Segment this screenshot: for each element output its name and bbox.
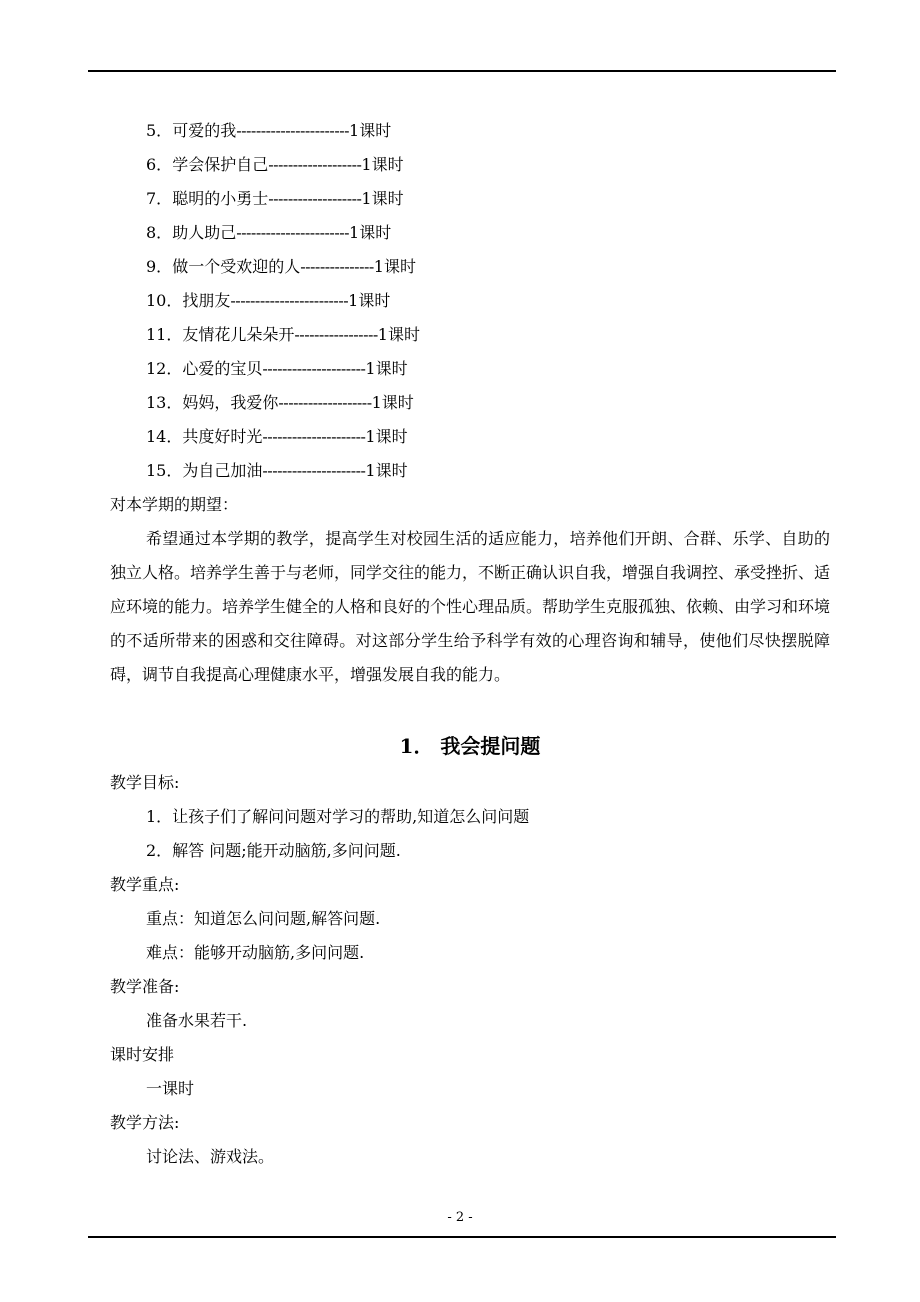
toc-list bbox=[110, 114, 830, 488]
focus-item: 重点：知道怎么问问题,解答问题. bbox=[146, 909, 381, 928]
toc-item: 15．为自己加油---------------------1课时 bbox=[146, 461, 408, 480]
footer-rule bbox=[88, 1236, 836, 1238]
toc-item: 10．找朋友------------------------1课时 bbox=[146, 291, 391, 310]
toc-item: 13．妈妈，我爱你-------------------1课时 bbox=[146, 393, 414, 412]
toc-item: 12．心爱的宝贝---------------------1课时 bbox=[146, 359, 408, 378]
document-page bbox=[110, 114, 830, 1174]
schedule-text: 一课时 bbox=[146, 1079, 195, 1098]
toc-item: 14．共度好时光---------------------1课时 bbox=[146, 427, 408, 446]
schedule-label: 课时安排 bbox=[110, 1045, 175, 1064]
prep-label: 教学准备: bbox=[110, 977, 180, 996]
method-text: 讨论法、游戏法。 bbox=[146, 1147, 275, 1166]
goal-item: 1．让孩子们了解问问题对学习的帮助,知道怎么问问题 bbox=[146, 807, 530, 826]
page-number: - 2 - bbox=[447, 1210, 473, 1225]
toc-item: 6．学会保护自己-------------------1课时 bbox=[146, 155, 404, 174]
prep-text: 准备水果若干. bbox=[146, 1011, 248, 1030]
expectation-label: 对本学期的期望： bbox=[110, 495, 239, 514]
goals-label: 教学目标: bbox=[110, 773, 180, 792]
header-rule bbox=[88, 70, 836, 72]
goal-item: 2．解答 问题;能开动脑筋,多问问题. bbox=[146, 841, 401, 860]
focus-label: 教学重点: bbox=[110, 875, 180, 894]
toc-item: 7．聪明的小勇士-------------------1课时 bbox=[146, 189, 404, 208]
toc-item: 9．做一个受欢迎的人---------------1课时 bbox=[146, 257, 416, 276]
lesson-title: 1． 我会提问题 bbox=[399, 734, 541, 758]
method-label: 教学方法: bbox=[110, 1113, 180, 1132]
toc-item: 5．可爱的我-----------------------1课时 bbox=[146, 121, 392, 140]
toc-item: 11．友情花儿朵朵开-----------------1课时 bbox=[146, 325, 420, 344]
toc-item: 8．助人助己-----------------------1课时 bbox=[146, 223, 392, 242]
expectation-paragraph: 希望通过本学期的教学，提高学生对校园生活的适应能力，培养他们开朗、合群、乐学、自助的独立人格。培养学生善于与老师，同学交往的能力，不断正确认识自我，增强自我调控、承受挫折、适应环境的能力。培养学生健全的人格和良好的个性心理品质。帮助学生克服孤独、依赖、由学习和环境的不适所带来的困惑和交往障碍。对这部分学生给予科学有效的心理咨询和辅导，使他们尽快摆脱障碍，调节自我提高心理健康水平，增强发展自我的能力。 bbox=[110, 529, 831, 684]
focus-item: 难点：能够开动脑筋,多问问题. bbox=[146, 943, 365, 962]
